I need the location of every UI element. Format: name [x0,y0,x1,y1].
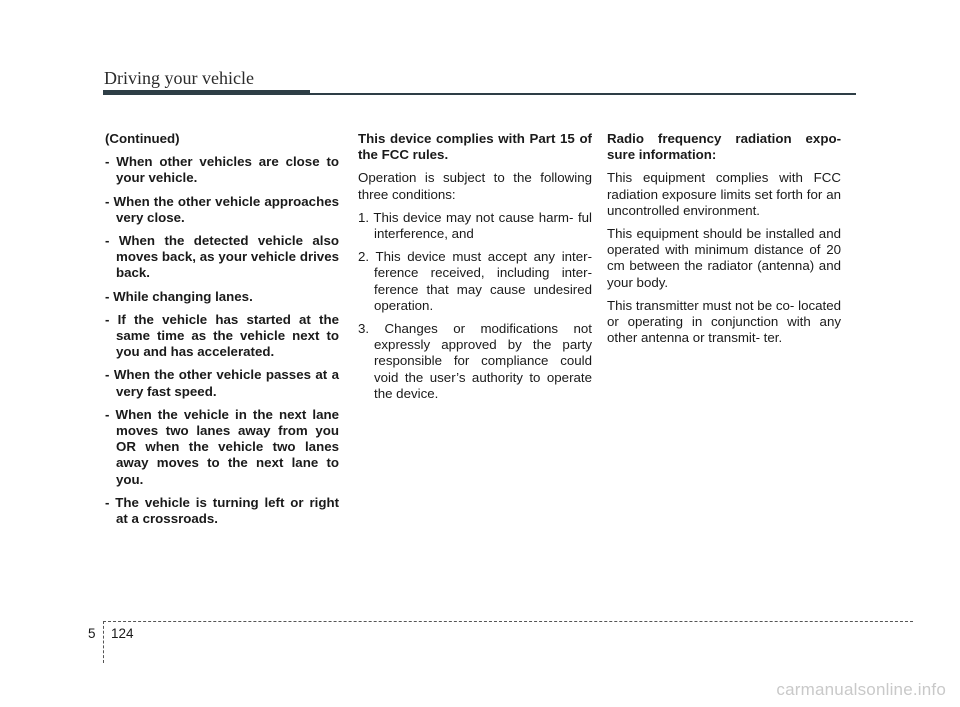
column-left [105,131,339,534]
list-item: - While changing lanes. [105,288,253,304]
column-right [607,131,841,353]
section-number: 5 [88,626,96,641]
footer-divider [103,621,104,663]
list-item: - When the detected vehicle also moves back, as your vehicle drives back. [105,233,339,281]
continued-label: (Continued) [105,131,180,146]
header-rule-thin [310,93,856,95]
page-number: 124 [111,626,134,641]
list-item: - When the vehicle in the next lane moves two lanes away from you OR when the vehicle two lanes away moves to the next lane to you. [105,406,339,487]
condition-item: 3. Changes or modifications not expressly approved by the party responsible for compliance could void the user’s authority to operate the device. [358,321,592,401]
column-middle [358,131,592,409]
rf-paragraph: This equipment complies with FCC radiation exposure limits set forth for an uncontrolled environment. [607,170,841,218]
header-rule-thick [103,90,310,95]
page-header-title: Driving your vehicle [104,68,254,88]
list-item: - When the other vehicle approaches very close. [105,193,339,225]
watermark: carmanualsonline.info [776,680,946,699]
fcc-heading: This device complies with Part 15 of the FCC rules. [358,131,592,163]
list-item: - When other vehicles are close to your vehicle. [105,154,339,186]
fcc-intro: Operation is subject to the following three conditions: [358,170,592,202]
rf-heading: Radio frequency radiation expo- sure information: [607,131,841,163]
list-item: - When the other vehicle passes at a very fast speed. [105,367,339,399]
condition-item: 1. This device may not cause harm- ful interference, and [358,209,592,242]
condition-item: 2. This device must accept any inter- ference received, including inter- ference that may cause undesired operation. [358,249,592,313]
list-item: - If the vehicle has started at the same time as the vehicle next to you and has accelerated. [105,311,339,360]
rf-paragraph: This transmitter must not be co- located or operating in conjunction with any other antenna or transmit- ter. [607,297,841,346]
list-item: - The vehicle is turning left or right at a crossroads. [105,494,339,527]
rf-paragraph: This equipment should be installed and operated with minimum distance of 20 cm between the radiator (antenna) and your body. [607,226,841,290]
footer-rule [103,621,913,622]
